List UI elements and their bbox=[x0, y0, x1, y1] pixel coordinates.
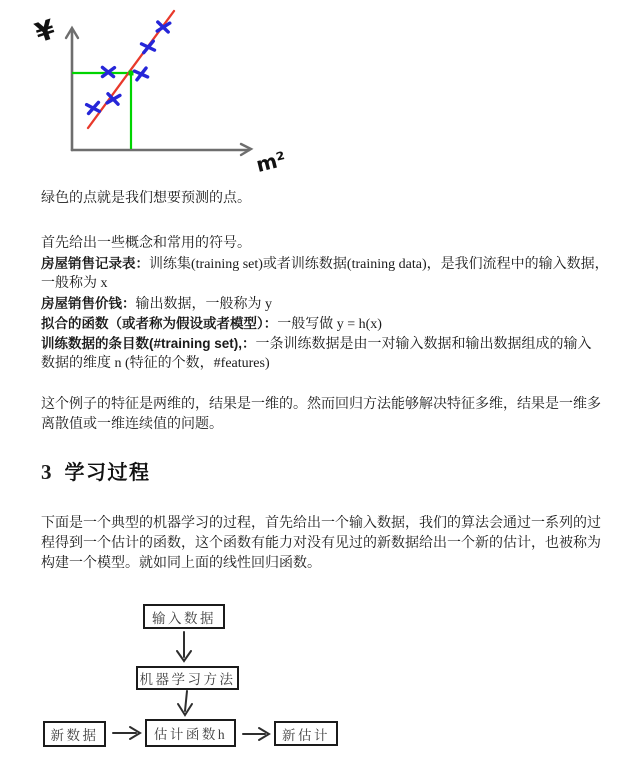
definition-line-4-cont bbox=[41, 354, 589, 374]
flowchart-label: 新数据 bbox=[50, 728, 99, 743]
intro-text: 绿色的点就是我们想要预测的点。 bbox=[41, 191, 251, 206]
remark-text: 这个例子的特征是两维的，结果是一维的。然而回归方法能够解决特征多维，结果是一维多 bbox=[41, 397, 601, 412]
paragraph-green-point bbox=[41, 189, 589, 209]
flowchart-label: 机器学习方法 bbox=[139, 672, 236, 687]
flowchart-box-input-data bbox=[143, 604, 225, 629]
text-line bbox=[41, 395, 601, 415]
x-axis-arrowhead bbox=[241, 144, 251, 155]
definition-term: 拟合的函数（或者称为假设或者模型）： bbox=[41, 316, 278, 331]
remark-block bbox=[41, 395, 601, 435]
arrow-method-to-estfn bbox=[185, 691, 187, 711]
definition-line-1 bbox=[41, 254, 609, 274]
text-line bbox=[41, 534, 601, 554]
definition-text: 训练集(training set)或者训练数据(training data)，是我们流程中的输入数据， bbox=[149, 257, 609, 272]
concepts-intro-line bbox=[41, 234, 589, 254]
arrowhead-newdata-to-estfn bbox=[130, 727, 140, 739]
definition-line-2 bbox=[41, 294, 589, 314]
data-point-x-mark bbox=[102, 66, 115, 77]
data-point-x-mark bbox=[141, 41, 154, 53]
process-text: 程得到一个估计的函数，这个函数有能力对没有见过的新数据给出一个新的估计，也被称为 bbox=[41, 536, 601, 551]
flowchart-label: 新估计 bbox=[282, 727, 330, 743]
arrowhead-estfn-to-newest bbox=[259, 728, 269, 740]
flowchart-label: 输入数据 bbox=[152, 610, 216, 626]
definition-text: 一般称为 x bbox=[41, 276, 108, 291]
data-point-x-mark bbox=[156, 21, 170, 33]
arrowhead-method-to-estfn bbox=[178, 704, 192, 715]
process-text: 构建一个模型。就如同上面的线性回归函数。 bbox=[41, 556, 321, 571]
x-axis-label: m² bbox=[253, 146, 289, 178]
data-point-x-mark bbox=[87, 102, 100, 113]
definition-text: 数据的维度 n (特征的个数，#features) bbox=[41, 356, 270, 371]
flowchart-box-estimate-function bbox=[145, 719, 236, 747]
process-paragraph bbox=[41, 514, 601, 574]
definition-line-3 bbox=[41, 314, 589, 334]
text-line bbox=[41, 415, 589, 435]
flowchart-box-ml-method bbox=[136, 666, 239, 690]
remark-text: 离散值或一维连续值的问题。 bbox=[41, 417, 223, 432]
definition-text: 一条训练数据是由一对输入数据和输出数据组成的输入 bbox=[255, 337, 592, 352]
definition-line-4 bbox=[41, 334, 592, 354]
data-point-x-mark bbox=[106, 93, 120, 105]
text-line bbox=[41, 189, 589, 209]
regression-line bbox=[88, 11, 174, 128]
section-heading bbox=[41, 456, 151, 485]
arrowhead-input-to-method bbox=[177, 651, 191, 661]
section-title: 学习过程 bbox=[64, 462, 151, 484]
definition-text: 输出数据，一般称为 y bbox=[135, 297, 272, 312]
y-axis-arrowhead bbox=[66, 28, 78, 38]
text-line bbox=[41, 554, 589, 574]
concepts-intro: 首先给出一些概念和常用的符号。 bbox=[41, 236, 251, 251]
concepts-block bbox=[41, 234, 609, 374]
definition-term: 训练数据的条目数(#training set),： bbox=[41, 336, 256, 351]
text-line bbox=[41, 514, 601, 534]
flowchart-label: 估计函数h bbox=[153, 727, 228, 742]
prediction-point bbox=[129, 71, 134, 76]
flowchart-box-new-data bbox=[43, 721, 106, 747]
section-number: 3 bbox=[41, 460, 52, 484]
flowchart-box-new-estimate bbox=[274, 721, 338, 746]
data-point-x-mark bbox=[134, 68, 148, 80]
definition-term: 房屋销售记录表： bbox=[41, 256, 149, 271]
definition-text: 一般写做 y = h(x) bbox=[277, 317, 382, 332]
definition-term: 房屋销售价钱： bbox=[41, 296, 136, 311]
process-text: 下面是一个典型的机器学习的过程，首先给出一个输入数据，我们的算法会通过一系列的过 bbox=[41, 516, 601, 531]
y-axis-label: ¥ bbox=[31, 14, 60, 50]
definition-line-1-cont bbox=[41, 274, 589, 294]
